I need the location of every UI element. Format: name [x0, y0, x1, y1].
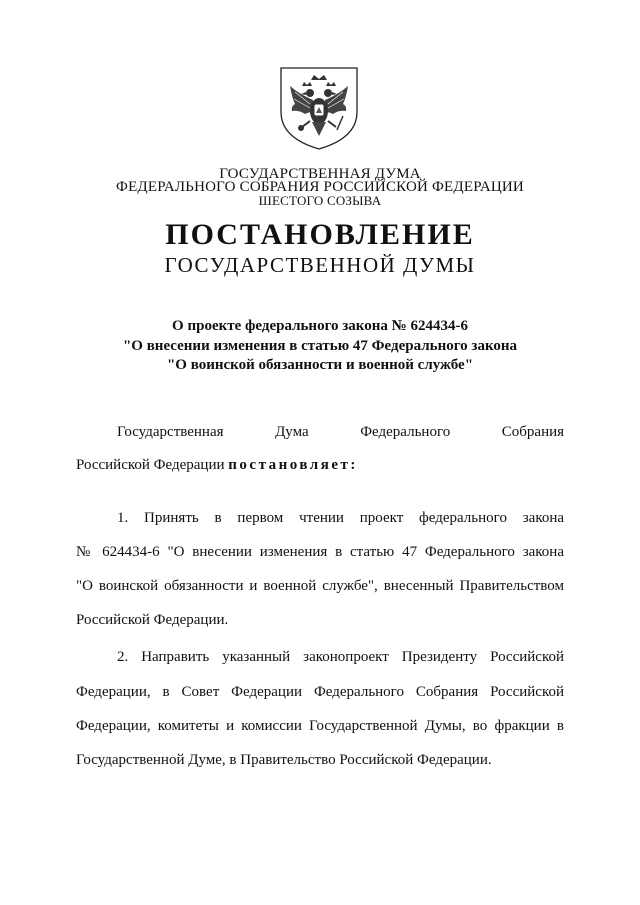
resolution-keyword: постановляет: [228, 457, 358, 473]
item2-word: законопроект [303, 649, 389, 665]
item2-word: Российской [490, 649, 565, 665]
preamble-word: Государственная [117, 424, 224, 440]
item1-word: первом [237, 510, 284, 526]
item2-line4: Государственной Думе, в Правительство Российской Федерации. [76, 752, 492, 768]
state-emblem [277, 64, 361, 152]
preamble-word: Дума [275, 424, 309, 440]
convocation-label: ШЕСТОГО СОЗЫВА [258, 193, 382, 208]
preamble-line1 [117, 424, 564, 441]
organization-name-line2: ФЕДЕРАЛЬНОГО СОБРАНИЯ РОССИЙСКОЙ ФЕДЕРАЦИИ [116, 179, 524, 195]
organization-name-line1: ГОСУДАРСТВЕННАЯ ДУМА [219, 166, 421, 182]
item1-word: в [214, 510, 222, 526]
subject-line2: "О внесении изменения в статью 47 Федерального закона [122, 338, 518, 354]
item2-word: 2. Направить [117, 649, 210, 665]
item2-line2: Федерации, в Совет Федерации Федерального Собрания Российской [76, 684, 564, 700]
item1-line1 [117, 510, 564, 527]
item1-word: федерального [419, 510, 507, 526]
document-type-subtitle: ГОСУДАРСТВЕННОЙ ДУМЫ [164, 253, 476, 277]
double-headed-eagle-icon [277, 64, 361, 152]
item2-line3: Федерации, комитеты и комиссии Государственной Думы, во фракции в [76, 718, 564, 734]
subject-line3: "О воинской обязанности и военной службе" [166, 357, 474, 373]
item1-line3: "О воинской обязанности и военной службе", внесенный Правительством [76, 578, 564, 594]
preamble-word: Федерального [360, 424, 451, 440]
item2-line1 [117, 649, 564, 666]
item1-line2: № 624434-6 "О внесении изменения в статью 47 Федерального закона [76, 544, 564, 560]
item1-word: 1. Принять [117, 510, 199, 526]
preamble-text: Российской Федерации [76, 457, 225, 473]
preamble-line2 [76, 457, 564, 474]
item2-word: указанный [222, 649, 291, 665]
item2-word: Президенту [401, 649, 478, 665]
item1-word: проект [359, 510, 404, 526]
document-type-title: ПОСТАНОВЛЕНИЕ [165, 218, 475, 251]
preamble-word: Собрания [501, 424, 565, 440]
subject-line1: О проекте федерального закона № 624434-6 [172, 318, 468, 334]
item1-word: закона [522, 510, 565, 526]
item1-line4: Российской Федерации. [76, 612, 229, 628]
item1-word: чтении [299, 510, 344, 526]
